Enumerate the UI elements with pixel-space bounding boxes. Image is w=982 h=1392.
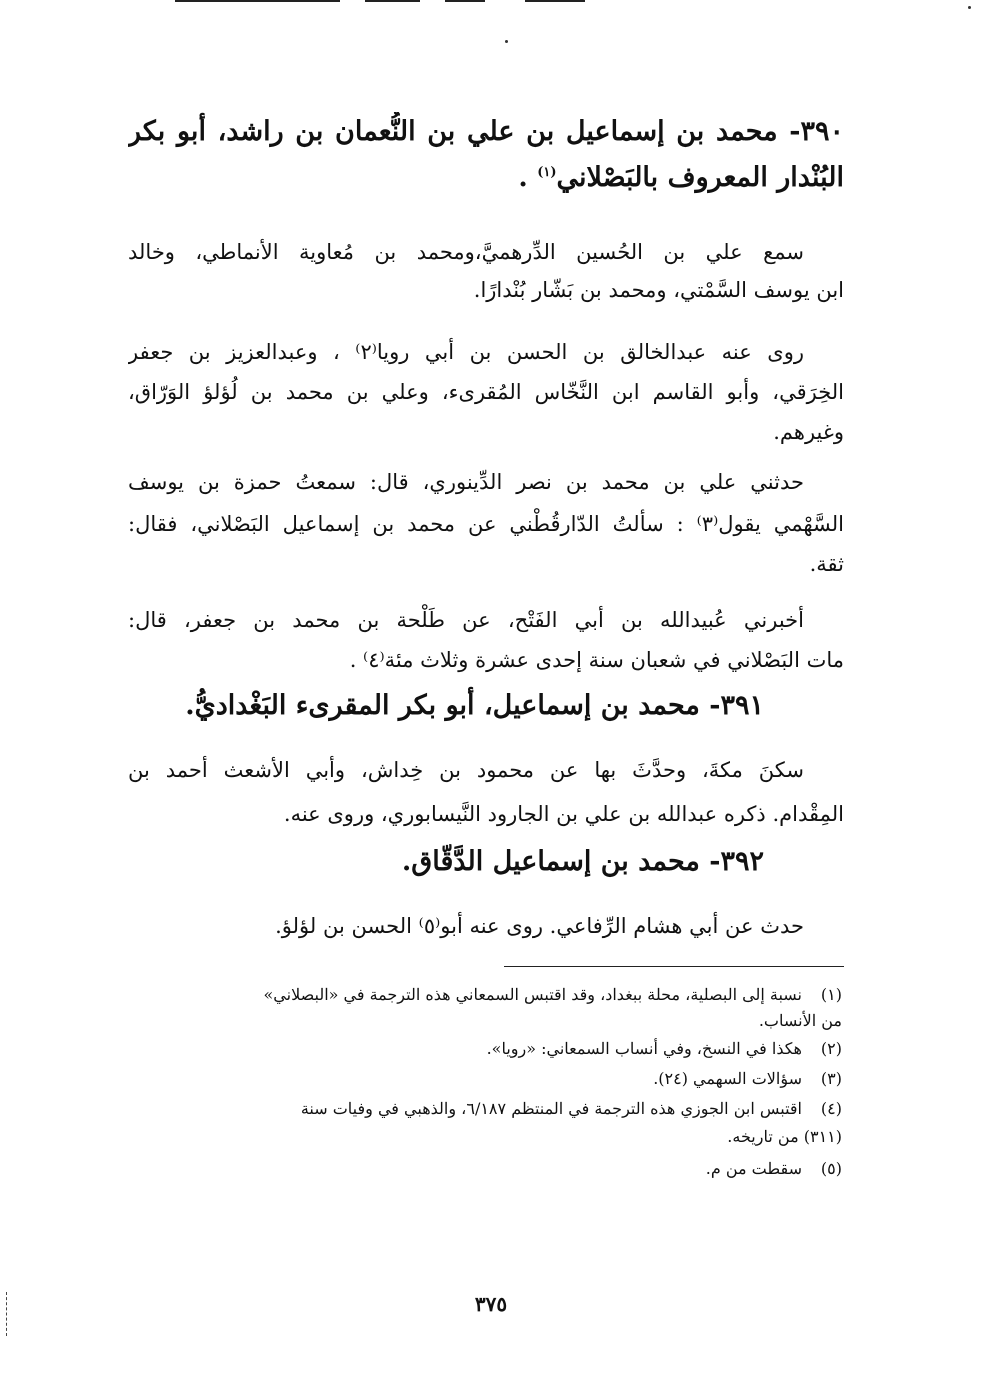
- footnote-text: هكذا في النسخ، وفي أنساب السمعاني: «رويا».: [486, 1039, 802, 1058]
- entry-390-heading-line-2: [128, 158, 844, 198]
- top-edge-rule: [525, 0, 585, 2]
- footnote-4-cont: (٣١١) من تاريخه.: [727, 1127, 842, 1146]
- footnote-text: سقطت من م.: [705, 1159, 802, 1178]
- entry-391-heading: ٣٩١- محمد بن إسماعيل، أبو بكر المقرىء البَغْداديُّ.: [185, 690, 764, 721]
- footnote-1-cont: من الأنساب.: [758, 1011, 842, 1030]
- footnote-4: [128, 1096, 842, 1122]
- entry-391-para-1-line-1: سكنَ مكةَ، وحدَّثَ بها عن محمود بن خِداش، وأبي الأشعث أحمد بن: [128, 758, 804, 782]
- footnote-number: (١): [820, 985, 842, 1004]
- margin-mark: [6, 1292, 9, 1336]
- entry-390-heading-line-1: ٣٩٠- محمد بن إسماعيل بن علي بن النُّعمان بن راشد، أبو بكر: [128, 116, 844, 147]
- entry-390-para-2-line-2: الخِرَقي، وأبو القاسم ابن النَّخّاس المُقرىء، وعلي بن محمد بن لُؤلؤ الوَرّاق،: [128, 380, 844, 404]
- footnote-text: اقتبس ابن الجوزي هذه الترجمة في المنتظم ٦/١٨٧، والذهبي في وفيات سنة: [300, 1099, 802, 1118]
- top-edge-rule: [175, 0, 340, 2]
- footnote-text: نسبة إلى البصلية، محلة ببغداد، وقد اقتبس السمعاني هذه الترجمة في «البصلاني»: [263, 985, 802, 1004]
- entry-390-para-4-line-2: مات البَصْلاني في شعبان سنة إحدى عشرة وثلاث مئة⁽٤⁾ .: [349, 648, 844, 672]
- page-number: ٣٧٥: [474, 1292, 508, 1316]
- entry-390-heading-tail: .: [518, 162, 538, 193]
- footnote-number: (٢): [820, 1039, 842, 1058]
- entry-390-para-4-line-1: أخبرني عُبيدالله بن أبي الفَتْح، عن طَلْحة بن محمد بن جعفر، قال:: [128, 608, 804, 632]
- entry-390-para-1-line-1: سمع علي بن الحُسين الدِّرهميَّ،ومحمد بن مُعاوية الأنماطي، وخالد: [128, 240, 804, 264]
- footnote-number: (٥): [820, 1159, 842, 1178]
- entry-390-para-3-line-2: السَّهْمي يقول⁽٣⁾ : سألتُ الدّارقُطْني عن محمد بن إسماعيل البَصْلاني، فقال:: [128, 512, 844, 536]
- top-edge-rule: [445, 0, 485, 2]
- entry-390-para-3-line-1: حدثني علي بن محمد بن نصر الدِّينوري، قال: سمعتُ حمزة بن يوسف: [128, 470, 804, 494]
- entry-390-heading-text: البُنْدار المعروف بالبَصْلاني: [556, 162, 844, 193]
- entry-390-para-2-line-3: وغيرهم.: [773, 420, 844, 444]
- entry-390-para-3-line-3: ثقة.: [809, 552, 844, 576]
- entry-390-para-2-line-1: روى عنه عبدالخالق بن الحسن بن أبي رويا⁽٢⁾ ، وعبدالعزيز بن جعفر: [128, 340, 804, 364]
- footnote-text: سؤالات السهمي (٢٤).: [653, 1069, 802, 1088]
- footnote-1: [128, 982, 842, 1008]
- scan-speck: [505, 40, 508, 43]
- entry-391-para-1-line-2: المِقْدام. ذكره عبدالله بن علي بن الجارود النَّيسابوري، وروى عنه.: [283, 802, 844, 826]
- top-edge-rule: [365, 0, 420, 2]
- entry-392-para-1-line-1: حدث عن أبي هشام الرِّفاعي. روى عنه أبو⁽٥⁾ الحسن بن لؤلؤ.: [275, 914, 804, 938]
- footnote-3: [128, 1066, 842, 1092]
- entry-392-heading: ٣٩٢- محمد بن إسماعيل الدَّقّاق.: [401, 846, 764, 877]
- footnote-ref-1: (١): [537, 165, 557, 180]
- footnote-2: [128, 1036, 842, 1062]
- footnote-5: [128, 1156, 842, 1182]
- entry-390-para-1-line-2: ابن يوسف السَّمْتي، ومحمد بن بَشّار بُنْدارًا.: [473, 278, 844, 302]
- footnote-separator: [504, 966, 844, 967]
- footnote-number: (٤): [820, 1099, 842, 1118]
- footnote-number: (٣): [820, 1069, 842, 1088]
- scan-speck: [968, 6, 971, 9]
